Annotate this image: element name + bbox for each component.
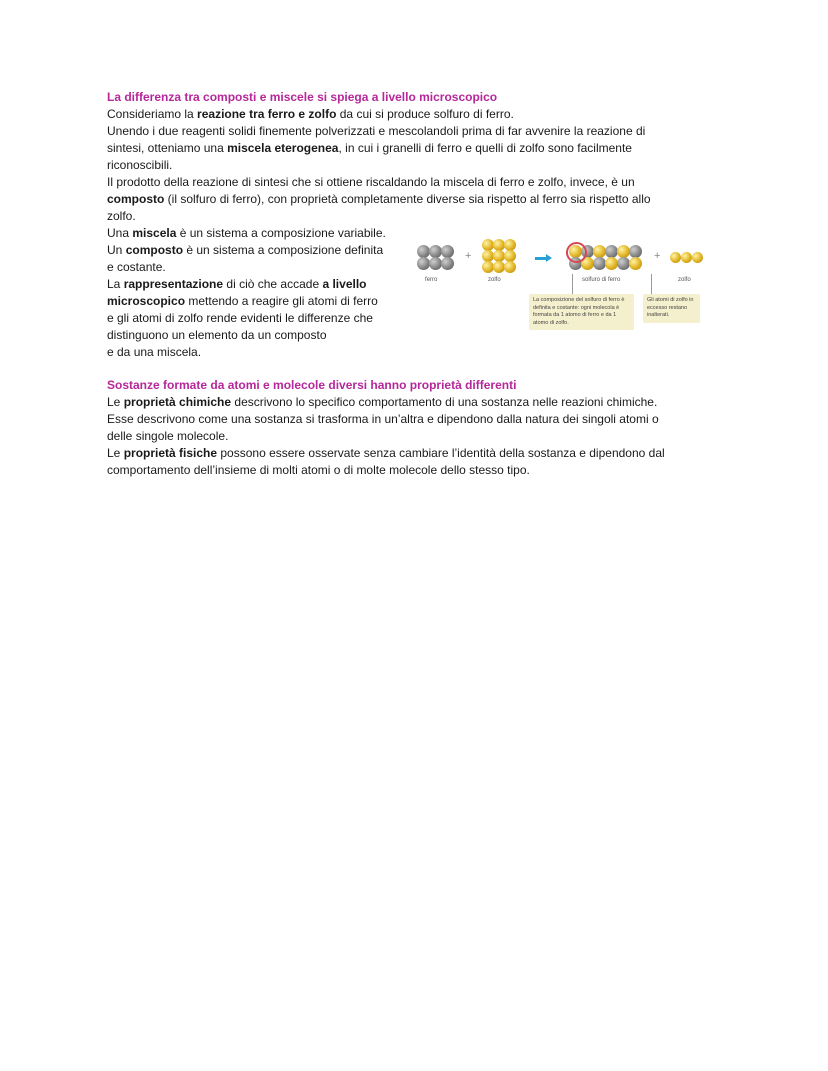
label-zolfo-excess: zolfo — [678, 277, 691, 283]
note-excess-sulfur: Gli atomi di zolfo in eccesso restano inalterati. — [643, 294, 700, 323]
paragraph-mixture-line-3: riconoscibili. — [107, 158, 173, 172]
definition-line-3: e costante. — [107, 260, 166, 274]
sulfur-atom — [629, 257, 642, 270]
note-composition: La composizione del solfuro di ferro è definita e costante: ogni molecola è formata da 1 atomo di ferro e da 1 atomo di zolfo. — [529, 294, 634, 330]
paragraph-compound-line-3: zolfo. — [107, 209, 136, 223]
paragraph-physical-line-2: comportamento dell’insieme di molti atomi o di molte molecole dello stesso tipo. — [107, 463, 530, 477]
paragraph-compound-line-1: Il prodotto della reazione di sintesi che si ottiene riscaldando la miscela di ferro e zolfo, invece, è un — [107, 175, 635, 189]
section-spacer — [107, 361, 707, 377]
definition-line-4: La rappresentazione di ciò che accade a livello — [107, 277, 367, 291]
sulfur-atom — [670, 252, 681, 263]
definition-line-5: microscopico mettendo a reagire gli atomi di ferro — [107, 294, 378, 308]
reaction-figure — [411, 225, 707, 350]
paragraph-physical-line-1: Le proprietà fisiche possono essere osservate senza cambiare l’identità della sostanza e dipendono dal — [107, 446, 665, 460]
label-solfuro-di-ferro: solfuro di ferro — [582, 277, 621, 283]
definition-with-figure — [107, 225, 707, 361]
sulfur-atom — [681, 252, 692, 263]
note-1-leader — [572, 274, 573, 294]
paragraph-chemical-properties: Le proprietà chimiche descrivono lo specifico comportamento di una sostanza nelle reazioni chimiche. — [107, 395, 658, 409]
definition-line-8: e da una miscela. — [107, 345, 202, 359]
paragraph-mixture-line-1: Unendo i due reagenti solidi finemente polverizzati e mescolandoli prima di far avvenire la reazione di — [107, 124, 646, 138]
definition-text — [107, 225, 407, 361]
definition-line-6: e gli atomi di zolfo rende evidenti le differenze che — [107, 311, 373, 325]
sulfur-atom — [504, 261, 516, 273]
section-heading-2: Sostanze formate da atomi e molecole diversi hanno proprietà differenti — [107, 378, 517, 392]
document-page — [107, 89, 707, 479]
plus-sign-2: + — [654, 250, 661, 262]
reaction-arrow-head — [546, 254, 552, 262]
plus-sign-1: + — [465, 250, 472, 262]
paragraph-transform-line-1: Esse descrivono come una sostanza si trasforma in un’altra e dipendono dalla natura dei singoli atomi o — [107, 412, 659, 426]
label-zolfo: zolfo — [488, 277, 501, 283]
section-heading-1: La differenza tra composti e miscele si spiega a livello microscopico — [107, 90, 498, 104]
definition-line-2: Un composto è un sistema a composizione definita — [107, 243, 384, 257]
paragraph-transform-line-2: delle singole molecole. — [107, 429, 229, 443]
iron-atom — [441, 257, 454, 270]
definition-line-7: distinguono un elemento da un composto — [107, 328, 327, 342]
label-ferro: ferro — [425, 277, 438, 283]
paragraph-reaction: Consideriamo la reazione tra ferro e zolfo da cui si produce solfuro di ferro. — [107, 107, 514, 121]
note-2-leader — [651, 274, 652, 294]
paragraph-mixture-line-2: sintesi, otteniamo una miscela eterogenea, in cui i granelli di ferro e quelli di zolfo sono facilmente — [107, 141, 632, 155]
sulfur-atom — [692, 252, 703, 263]
paragraph-compound-line-2: composto (il solfuro di ferro), con proprietà completamente diverse sia rispetto al ferro sia rispetto allo — [107, 192, 651, 206]
definition-line-1: Una miscela è un sistema a composizione variabile. — [107, 226, 386, 240]
molecule-highlight-ring — [566, 242, 587, 263]
